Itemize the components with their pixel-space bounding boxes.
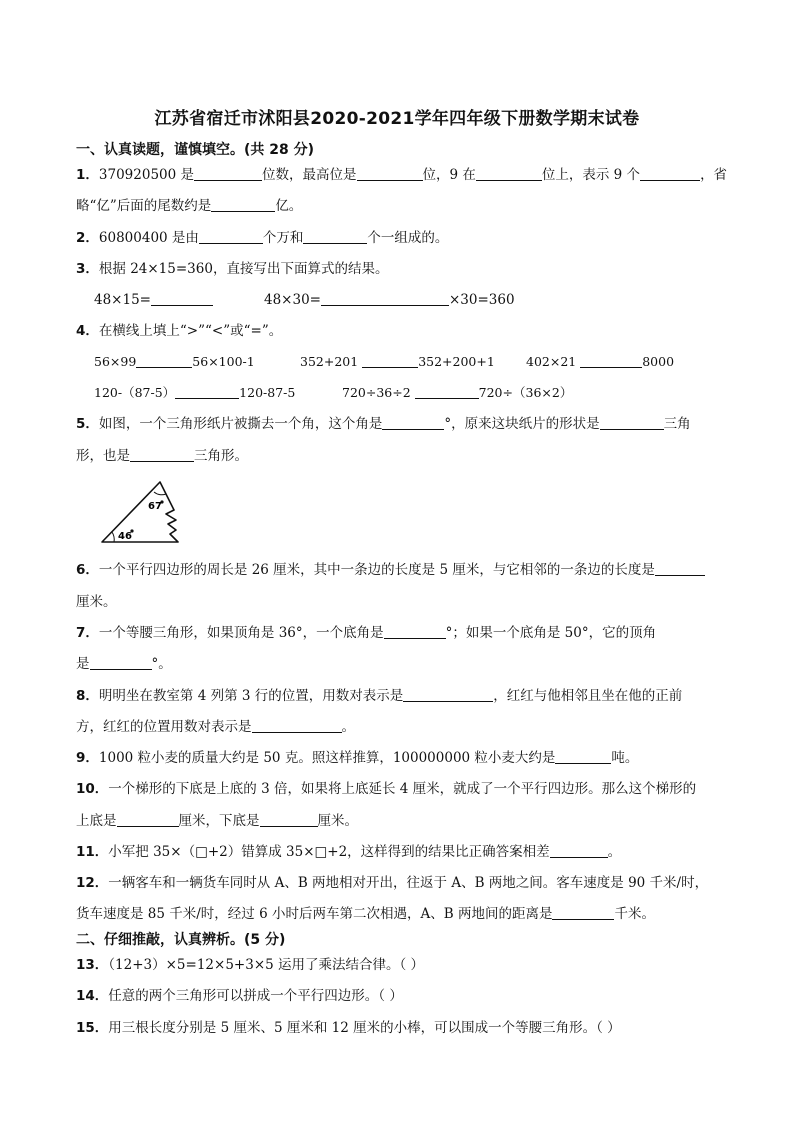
answer-blank[interactable] (303, 228, 367, 244)
section-1-heading: 一、认真读题，谨慎填空。(共 28 分) (76, 142, 315, 158)
question-number: 7． (76, 625, 99, 641)
answer-blank[interactable] (415, 383, 479, 399)
answer-blank[interactable] (199, 228, 263, 244)
question-15: 15．用三根长度分别是 5 厘米、5 厘米和 12 厘米的小棒，可以围成一个等腰三角形。（ ） (76, 1020, 621, 1036)
page-title: 江苏省宿迁市沭阳县2020-2021学年四年级下册数学期末试卷 (154, 109, 640, 129)
answer-blank[interactable] (640, 165, 700, 181)
answer-blank[interactable] (600, 414, 664, 430)
angle-arc-bottom-left (112, 532, 114, 542)
question-14: 14．任意的两个三角形可以拼成一个平行四边形。（ ） (76, 988, 403, 1004)
answer-blank[interactable] (260, 811, 318, 827)
angle-label-top: 67 (148, 501, 162, 512)
question-11: 11．小军把 35×（□+2）错算成 35×□+2，这样得到的结果比正确答案相差 。 (76, 844, 622, 860)
question-12: 12．一辆客车和一辆货车同时从 A、B 两地相对开出，往返于 A、B 两地之间。客车速度是 90 千米/时， (76, 875, 709, 891)
torn-triangle-figure (96, 476, 196, 546)
answer-blank[interactable] (357, 165, 423, 181)
question-7-line2: 是 °。 (76, 656, 172, 672)
answer-blank[interactable] (90, 654, 152, 670)
question-4: 4．在横线上填上“>”“<”或“=”。 (76, 323, 283, 339)
question-number: 9． (76, 750, 99, 766)
question-number: 13． (76, 957, 109, 973)
question-2: 2．60800400 是由 个万和 个一组成的。 (76, 230, 449, 246)
answer-blank[interactable] (552, 904, 614, 920)
question-number: 12． (76, 875, 109, 891)
question-4-compare-c: 402×21 8000 (526, 354, 675, 369)
question-8-line2: 方，红红的位置用数对表示是 。 (76, 719, 355, 735)
answer-blank[interactable] (580, 352, 642, 368)
section-2-heading: 二、仔细推敲，认真辨析。(5 分) (76, 932, 286, 948)
answer-blank[interactable] (136, 352, 192, 368)
answer-blank[interactable] (211, 196, 275, 212)
question-10: 10．一个梯形的下底是上底的 3 倍，如果将上底延长 4 厘米，就成了一个平行四边形。那么这个梯形的 (76, 781, 697, 797)
question-9: 9．1000 粒小麦的质量大约是 50 克。照这样推算，100000000 粒小麦大约是 吨。 (76, 750, 639, 766)
question-8: 8．明明坐在教室第 4 列第 3 行的位置，用数对表示是 ，红红与他相邻且坐在他的正前 (76, 688, 683, 704)
answer-blank[interactable] (194, 165, 262, 181)
question-7: 7．一个等腰三角形，如果顶角是 36°，一个底角是 °；如果一个底角是 50°，它的顶角 (76, 625, 657, 641)
answer-blank[interactable] (655, 560, 705, 576)
question-1-line2: 略“亿”后面的尾数约是 亿。 (76, 198, 303, 214)
angle-label-left: 46 (118, 531, 132, 542)
question-6-line2: 厘米。 (76, 594, 117, 610)
question-10-line2: 上底是 厘米，下底是 厘米。 (76, 813, 358, 829)
answer-blank[interactable] (384, 623, 446, 639)
question-5: 5．如图，一个三角形纸片被撕去一个角，这个角是 °，原来这块纸片的形状是 三角 (76, 416, 691, 432)
answer-blank[interactable] (252, 717, 342, 733)
answer-blank[interactable] (130, 446, 194, 462)
question-1: 1．370920500 是 位数，最高位是 位，9 在 位上，表示 9 个 ，省 (76, 167, 728, 183)
question-5-line2: 形，也是 三角形。 (76, 448, 248, 464)
answer-blank[interactable] (382, 414, 444, 430)
question-3-expr-2: 48×30= ×30=360 (264, 292, 515, 308)
triangle-outline (102, 482, 178, 542)
answer-blank[interactable] (550, 842, 608, 858)
question-4-compare-b: 352+201 352+200+1 (300, 354, 495, 369)
question-number: 4． (76, 323, 99, 339)
question-4-compare-a: 56×99 56×100-1 (94, 354, 255, 369)
question-number: 8． (76, 688, 99, 704)
question-4-compare-e: 720÷36÷2 720÷（36×2） (342, 385, 573, 400)
question-number: 10． (76, 781, 109, 797)
question-13: 13．（12+3）×5=12×5+3×5 运用了乘法结合律。（ ） (76, 957, 425, 973)
question-number: 2． (76, 230, 99, 246)
question-number: 11． (76, 844, 109, 860)
question-number: 5． (76, 416, 99, 432)
answer-blank[interactable] (151, 290, 213, 306)
answer-blank[interactable] (175, 383, 239, 399)
angle-arc-top (154, 492, 166, 495)
question-number: 14． (76, 988, 109, 1004)
question-number: 15． (76, 1020, 109, 1036)
question-6: 6．一个平行四边形的周长是 26 厘米，其中一条边的长度是 5 厘米，与它相邻的一条边的长度是 (76, 560, 705, 580)
question-number: 1． (76, 167, 99, 183)
answer-blank[interactable] (476, 165, 542, 181)
answer-blank[interactable] (403, 686, 493, 702)
question-12-line2: 货车速度是 85 千米/时，经过 6 小时后两车第二次相遇，A、B 两地间的距离是 千米。 (76, 906, 655, 922)
question-3: 3．根据 24×15=360，直接写出下面算式的结果。 (76, 261, 389, 277)
answer-blank[interactable] (117, 811, 179, 827)
answer-blank[interactable] (362, 352, 418, 368)
question-number: 3． (76, 261, 99, 277)
answer-blank[interactable] (555, 748, 611, 764)
question-3-expr-1: 48×15= (94, 290, 213, 310)
question-4-compare-d: 120-（87-5） 120-87-5 (94, 385, 296, 400)
answer-blank[interactable] (321, 290, 449, 306)
question-number: 6． (76, 562, 99, 578)
